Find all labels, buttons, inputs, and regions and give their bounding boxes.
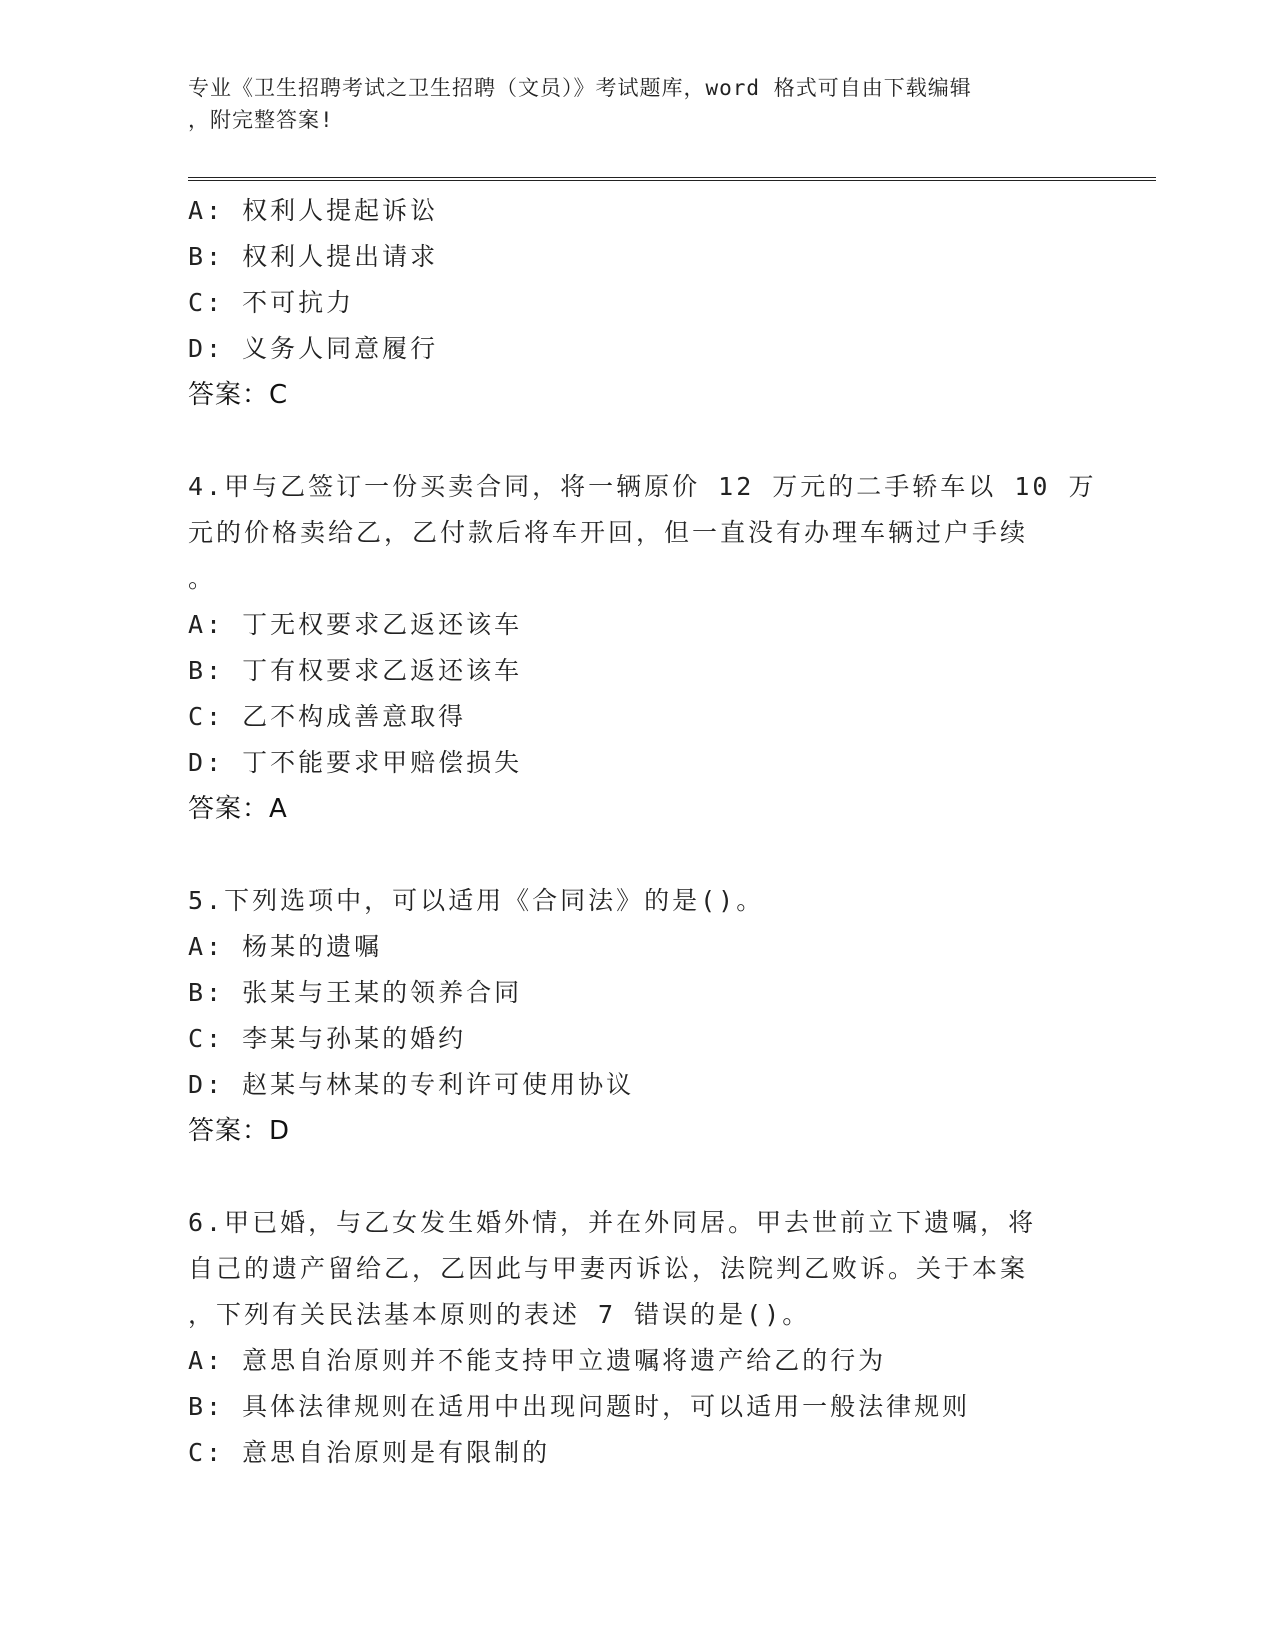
option-c: C: 乙不构成善意取得 [188, 702, 467, 731]
option-c: C: 意思自治原则是有限制的 [188, 1438, 551, 1467]
question-stem-line: 元的价格卖给乙，乙付款后将车开回，但一直没有办理车辆过户手续 [188, 518, 1029, 547]
header-divider [188, 177, 1156, 181]
option-b: B: 张某与王某的领养合同 [188, 978, 523, 1007]
spacer [188, 832, 1088, 878]
option-d: D: 赵某与林某的专利许可使用协议 [188, 1070, 635, 1099]
option-d: D: 丁不能要求甲赔偿损失 [188, 748, 523, 777]
option-b: B: 丁有权要求乙返还该车 [188, 656, 523, 685]
answer-line: 答案：D [188, 1116, 291, 1146]
option-b: B: 具体法律规则在适用中出现问题时，可以适用一般法律规则 [188, 1392, 971, 1421]
question-list [188, 188, 1097, 1476]
question-stem-line: 6.甲已婚，与乙女发生婚外情，并在外同居。甲去世前立下遗嘱，将 [188, 1208, 1037, 1237]
spacer [188, 1154, 1088, 1200]
option-c: C: 不可抗力 [188, 288, 355, 317]
option-a: A: 丁无权要求乙返还该车 [188, 610, 523, 639]
spacer [188, 418, 1088, 464]
question-3 [188, 188, 1088, 418]
option-a: A: 杨某的遗嘱 [188, 932, 383, 961]
header-line-1: 专业《卫生招聘考试之卫生招聘（文员）》考试题库，word 格式可自由下载编辑 [188, 76, 972, 100]
answer-line: 答案：C [188, 380, 289, 410]
option-a: A: 权利人提起诉讼 [188, 196, 439, 225]
header-note [188, 72, 1088, 136]
option-a: A: 意思自治原则并不能支持甲立遗嘱将遗产给乙的行为 [188, 1346, 887, 1375]
question-stem-line: ，下列有关民法基本原则的表述 7 错误的是()。 [188, 1300, 811, 1329]
question-4 [188, 464, 1097, 832]
option-d: D: 义务人同意履行 [188, 334, 439, 363]
question-stem-line: 自己的遗产留给乙，乙因此与甲妻丙诉讼，法院判乙败诉。关于本案 [188, 1254, 1029, 1283]
question-stem-line: 4.甲与乙签订一份买卖合同，将一辆原价 12 万元的二手轿车以 10 万 [188, 472, 1097, 501]
option-c: C: 李某与孙某的婚约 [188, 1024, 467, 1053]
question-5 [188, 878, 1088, 1154]
question-stem-line: 。 [188, 564, 217, 593]
header-line-2: ，附完整答案! [188, 108, 334, 132]
answer-line: 答案：A [188, 794, 288, 824]
option-b: B: 权利人提出请求 [188, 242, 439, 271]
question-6 [188, 1200, 1088, 1476]
question-stem-line: 5.下列选项中，可以适用《合同法》的是()。 [188, 886, 765, 915]
